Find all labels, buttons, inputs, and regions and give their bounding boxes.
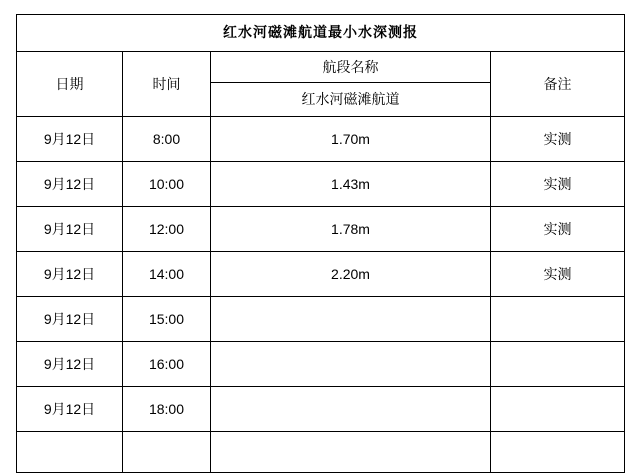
column-header-time: 时间 xyxy=(123,52,211,117)
cell-note xyxy=(491,342,625,387)
cell-date: 9月12日 xyxy=(17,342,123,387)
cell-date: 9月12日 xyxy=(17,117,123,162)
cell-time: 18:00 xyxy=(123,387,211,432)
header-row xyxy=(17,52,625,83)
cell-depth: 1.70m xyxy=(211,117,491,162)
cell-date xyxy=(17,432,123,473)
cell-time: 15:00 xyxy=(123,297,211,342)
table-row xyxy=(17,387,625,432)
cell-depth xyxy=(211,342,491,387)
cell-time: 8:00 xyxy=(123,117,211,162)
cell-depth: 1.43m xyxy=(211,162,491,207)
column-subheader-segment-name: 红水河磁滩航道 xyxy=(211,83,491,117)
cell-date: 9月12日 xyxy=(17,387,123,432)
column-header-segment: 航段名称 xyxy=(211,52,491,83)
water-depth-report-table xyxy=(16,14,625,473)
cell-note xyxy=(491,297,625,342)
cell-time: 14:00 xyxy=(123,252,211,297)
cell-date: 9月12日 xyxy=(17,207,123,252)
table-row xyxy=(17,207,625,252)
cell-note xyxy=(491,432,625,473)
cell-note: 实测 xyxy=(491,162,625,207)
cell-time: 12:00 xyxy=(123,207,211,252)
cell-depth: 2.20m xyxy=(211,252,491,297)
cell-note: 实测 xyxy=(491,207,625,252)
cell-note: 实测 xyxy=(491,117,625,162)
report-title: 红水河磁滩航道最小水深测报 xyxy=(17,15,625,52)
table-row xyxy=(17,342,625,387)
column-header-date: 日期 xyxy=(17,52,123,117)
table-row xyxy=(17,162,625,207)
cell-date: 9月12日 xyxy=(17,297,123,342)
cell-depth xyxy=(211,387,491,432)
table-row xyxy=(17,252,625,297)
title-row xyxy=(17,15,625,52)
cell-time: 16:00 xyxy=(123,342,211,387)
column-header-note: 备注 xyxy=(491,52,625,117)
cell-depth xyxy=(211,432,491,473)
table-row xyxy=(17,117,625,162)
cell-time: 10:00 xyxy=(123,162,211,207)
table-row xyxy=(17,432,625,473)
table-row xyxy=(17,297,625,342)
cell-date: 9月12日 xyxy=(17,162,123,207)
cell-time xyxy=(123,432,211,473)
cell-note: 实测 xyxy=(491,252,625,297)
cell-note xyxy=(491,387,625,432)
cell-depth: 1.78m xyxy=(211,207,491,252)
cell-date: 9月12日 xyxy=(17,252,123,297)
cell-depth xyxy=(211,297,491,342)
